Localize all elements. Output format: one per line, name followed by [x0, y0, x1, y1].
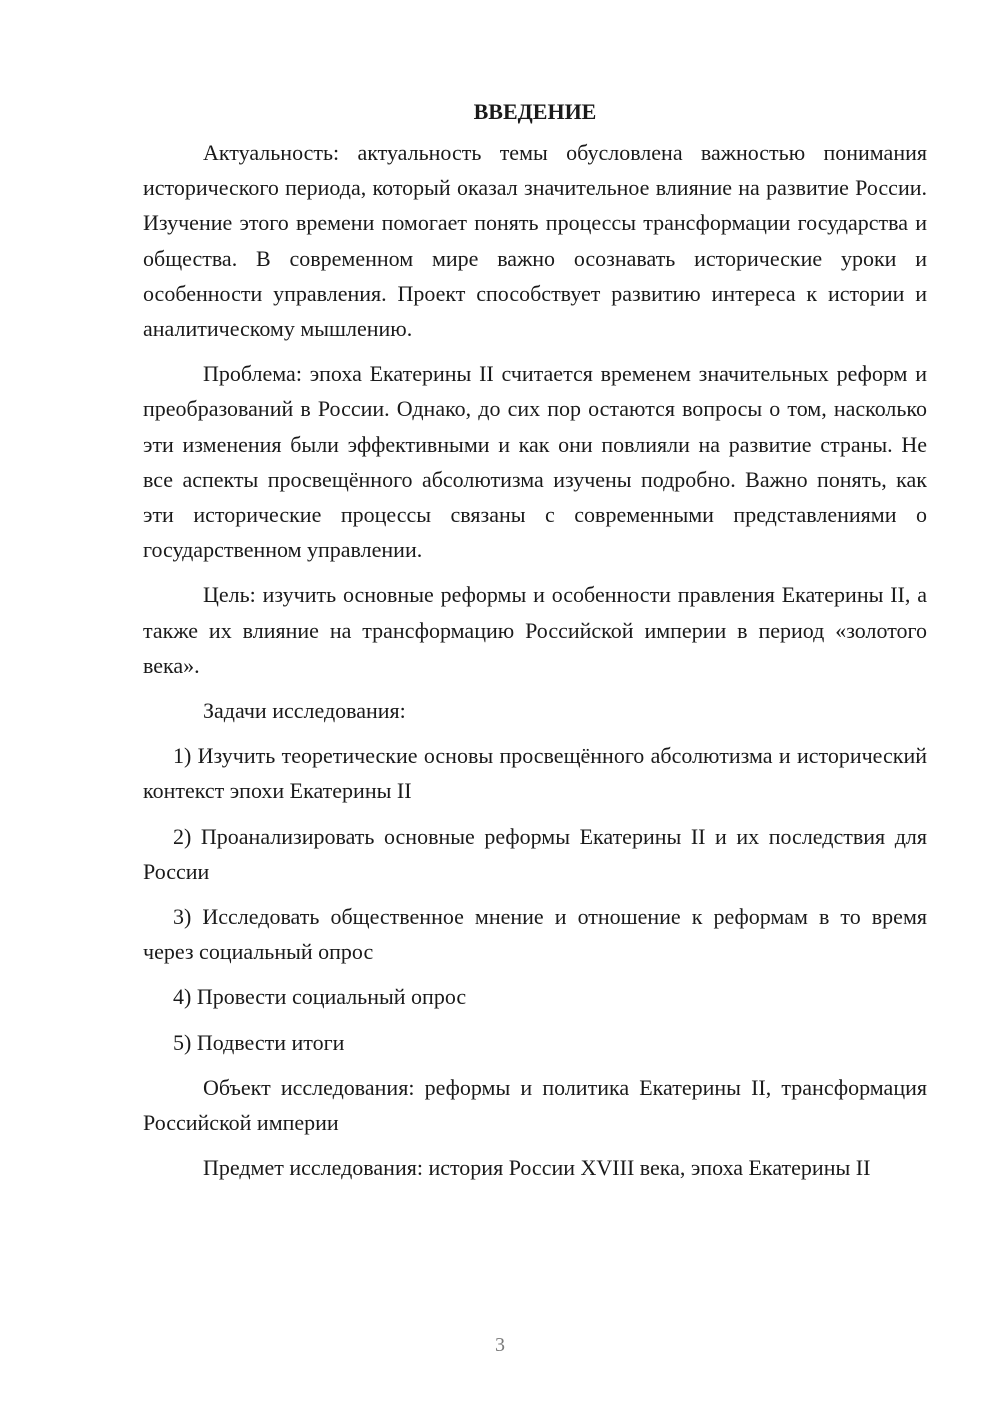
task-item: 2) Проанализировать основные реформы Екатерины II и их последствия для России: [143, 823, 927, 884]
section-heading: ВВЕДЕНИЕ: [473, 99, 597, 124]
subject-paragraph: Предмет исследования: история России XVIII века, эпоха Екатерины II: [203, 1155, 871, 1181]
tasks-title: Задачи исследования:: [203, 698, 406, 724]
task-item: 4) Провести социальный опрос: [173, 984, 467, 1010]
task-item: 3) Исследовать общественное мнение и отношение к реформам в то время через социальный опрос: [143, 904, 927, 965]
goal-paragraph: Цель: изучить основные реформы и особенности правления Екатерины II, а также их влияние на трансформацию Российской империи в период «золотого века».: [143, 582, 927, 678]
task-item: 5) Подвести итоги: [173, 1029, 345, 1055]
relevance-paragraph: Актуальность: актуальность темы обусловлена важностью понимания исторического периода, который оказал значительное влияние на развитие России. Изучение этого времени помогает понять процессы трансформации государства и общества. В современном мире важно осознавать исторические уроки и особенности управления. Проект способствует развитию интереса к истории и аналитическому мышлению.: [143, 140, 927, 342]
object-paragraph: Объект исследования: реформы и политика Екатерины II, трансформация Российской империи: [143, 1074, 927, 1136]
page-number: 3: [495, 1334, 505, 1356]
task-item: 1) Изучить теоретические основы просвещённого абсолютизма и исторический контекст эпохи Екатерины II: [143, 743, 927, 804]
page-content: [143, 94, 927, 1195]
problem-paragraph: Проблема: эпоха Екатерины II считается временем значительных реформ и преобразований в России. Однако, до сих пор остаются вопросы о том, насколько эти изменения были эффективными и как они повлияли на развитие страны. Не все аспекты просвещённого абсолютизма изучены подробно. Важно понять, как эти исторические процессы связаны с современными представлениями о государственном управлении.: [143, 361, 927, 563]
